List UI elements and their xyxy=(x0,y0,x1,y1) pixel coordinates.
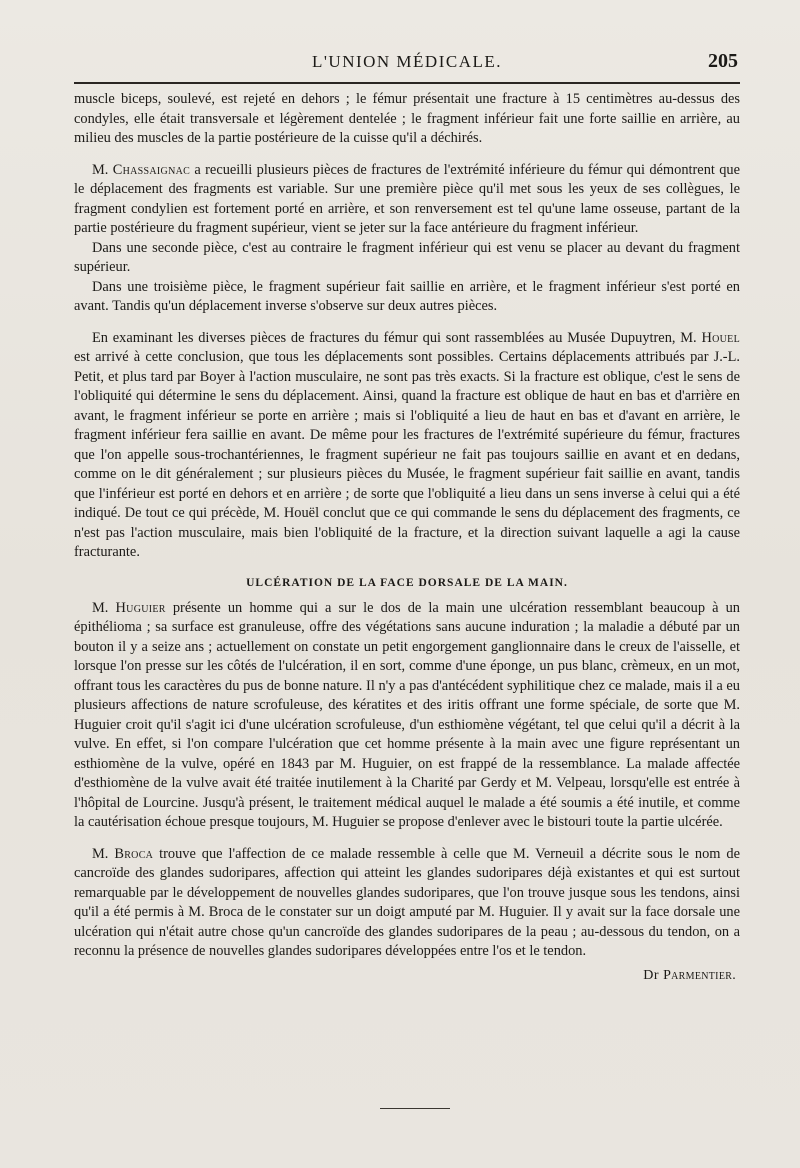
author-name: Chassaignac xyxy=(112,161,191,178)
author-name: Broca xyxy=(114,845,154,862)
signature: Dr Parmentier. xyxy=(643,967,736,983)
section-heading: ULCÉRATION DE LA FACE DORSALE DE LA MAIN. xyxy=(246,576,568,589)
paragraph-second-piece: Dans une seconde pièce, c'est au contraire le fragment inférieur qui est venu se placer au devant du fragment supérieur. xyxy=(74,239,740,275)
journal-title: L'UNION MÉDICALE. xyxy=(311,52,503,71)
paragraph-huguier: M. Huguier présente un homme qui a sur le dos de la main une ulcération ressemblant beaucoup à un épithélioma ; sa surface est granuleuse, offre des végétations sans aucune induration ; la maladie a débuté par un bouton il y a seize ans ; actuellement on constate un petit engorgement ganglionnaire dans le creux de l'aisselle, et lorsque l'on presse sur les côtés de l'ulcération, il en sort, comme d'une éponge, un pus blanc, crèmeux, en un mot, offrant tous les caractères du pus de bonne nature. Il n'y a pas d'antécédent syphilitique chez ce malade, mais il a eu plusieurs affections de nature scrofuleuse, des kératites et des iritis offrant une forme spéciale, de sorte que M. Huguier croit qu'il s'agit ici d'une ulcération scrofuleuse, d'un esthiomène végétant, tel que celui qu'il a décrit à la vulve. En effet, si l'on compare l'ulcération que cet homme présente à la main avec une figure représentant un esthiomène de la vulve, opéré en 1843 par M. Huguier, on est frappé de la ressemblance. La malade affectée d'esthiomène de la vulve avait été traitée inutilement à la Charité par Gerdy et M. Velpeau, lorsqu'elle est entrée à l'hôpital de Lourcine. Jusqu'à présent, le traitement médical auquel le malade a été soumis a été inutile, et comme la cautérisation échoue presque toujours, M. Huguier se propose d'enlever avec le bistouri toute la partie ulcérée. xyxy=(74,599,741,830)
paragraph-houel: En examinant les diverses pièces de fractures du fémur qui sont rassemblées au Musée Dupuytren, M. Houel est arrivé à cette conclusion, que tous les déplacements sont possibles. Certains déplacements attribués par J.-L. Petit, et plus tard par Boyer à l'action musculaire, ne sont pas très exacts. Si la fracture est oblique, c'est le sens de l'obliquité qui détermine le sens du déplacement. Ainsi, quand la fracture est oblique de haut en bas et d'arrière en avant, le fragment inférieur se porte en arrière ; mais si l'obliquité a lieu de haut en bas et d'avant en arrière, le fragment inférieur fera saillie en avant. De même pour les fractures de l'extrémité supérieure du fémur, fractures que l'on appelle sous-trochantériennes, le fragment supérieur ne fait pas toujours saillie en avant et en dedans, comme on le dit généralement ; sur plusieurs pièces du Musée, le fragment supérieur fait saillie en avant, tandis que l'inférieur est porté en dehors et en arrière ; de sorte que l'obliquité a lieu dans un sens inverse à celui qui a été indiqué. De tout ce qui précède, M. Houël conclut que ce qui commande le sens du déplacement des fragments, ce n'est pas l'action musculaire, mais bien l'obliquité de la fracture, et la direction suivant laquelle a agi la cause fracturante. xyxy=(74,329,740,560)
header-rule xyxy=(74,82,740,84)
paragraph-broca: M. Broca trouve que l'affection de ce malade ressemble à celle que M. Verneuil a décrite sous le nom de cancroïde des glandes sudoripares, affection qui atteint les glandes sudoripares déjà existantes et qui est surtout remarquable par le développement de nouvelles glandes sudoripares, que l'on trouve jusque sous les tendons, ainsi qu'il a été permis à M. Broca de le constater sur un doigt amputé par M. Huguier. Il y avait sur la face dorsale une ulcération qui n'était autre chose qu'un cancroïde des glandes sudoripares de la peau ; au-dessous du tendon, on a reconnu la présence de nouvelles glandes sudoripares développées entre l'os et le tendon. xyxy=(74,845,740,959)
author-name: Huguier xyxy=(115,599,166,616)
paragraph-fracture-description: muscle biceps, soulevé, est rejeté en dehors ; le fémur présentait une fracture à 15 centimètres au-dessus des condyles, elle était transversale et légèrement dentelée ; le fragment inférieur fait une forte saillie en arrière, au milieu des muscles de la partie postérieure de la cuisse qu'il a déchirés. xyxy=(74,91,740,146)
page-number: 205 xyxy=(708,50,738,72)
paragraph-chassaignac: M. Chassaignac a recueilli plusieurs pièces de fractures de l'extrémité inférieure du fémur qui démontrent que le déplacement des fragments est variable. Sur une première pièce qu'il met sous les yeux de ses collègues, le fragment condylien est fortement porté en arrière, et son renversement est tel qu'une lame osseuse, partant de la partie postérieure du fragment supérieur, vient se jeter sur la face antérieure du fragment inférieur. xyxy=(74,161,740,236)
paragraph-third-piece: Dans une troisième pièce, le fragment supérieur fait saillie en arrière, et le fragment inférieur s'est porté en avant. Tandis qu'un déplacement inverse s'observe sur deux autres pièces. xyxy=(74,278,740,314)
footer-rule xyxy=(380,1108,450,1109)
article-body xyxy=(74,90,740,984)
author-name: Houel xyxy=(701,329,740,346)
running-header xyxy=(74,48,740,80)
